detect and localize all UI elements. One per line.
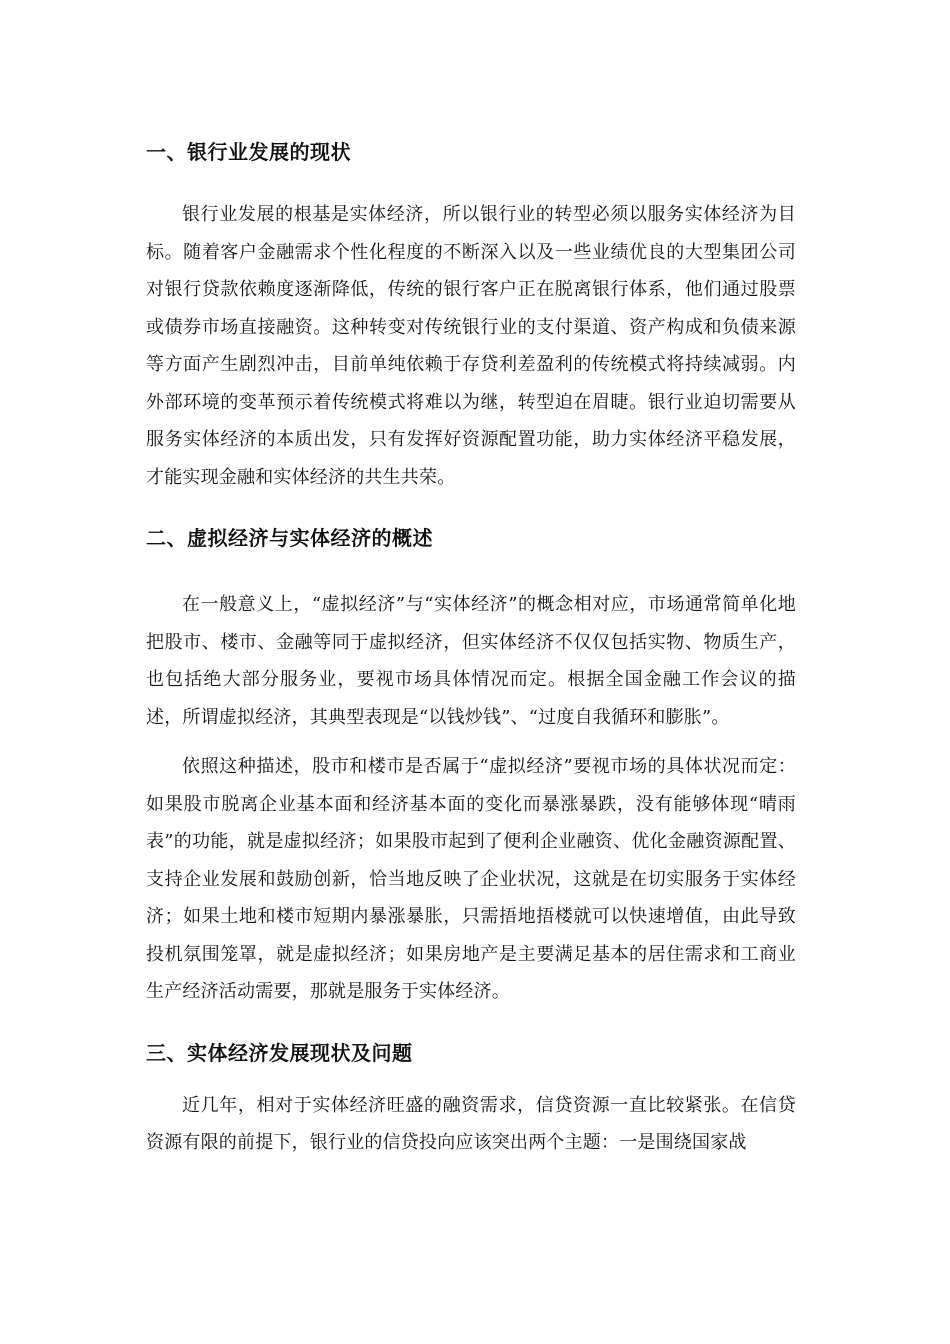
section-heading: 二、虚拟经济与实体经济的概述 (146, 526, 433, 550)
body-paragraph: 依照这种描述，股市和楼市是否属于“虚拟经济”要视市场的具体状况而定：如果股市脱离企业基本面和经济基本面的变化而暴涨暴跌，没有能够体现“晴雨表”的功能，就是虚拟经济；如果股市起到了便利企业融资、优化金融资源配置、支持企业发展和鼓励创新，恰当地反映了企业状况，这就是在切实服务于实体经济；如果土地和楼市短期内暴涨暴胀，只需捂地捂楼就可以快速增值，由此导致投机氛围笼罩，就是虚拟经济；如果房地产是主要满足基本的居住需求和工商业生产经济活动需要，那就是服务于实体经济。 (146, 756, 796, 1002)
document-page (146, 134, 796, 1162)
body-paragraph: 近几年，相对于实体经济旺盛的融资需求，信贷资源一直比较紧张。在信贷资源有限的前提下，银行业的信贷投向应该突出两个主题：一是围绕国家战 (146, 1094, 796, 1153)
body-paragraph: 在一般意义上，“虚拟经济”与“实体经济”的概念相对应，市场通常简单化地把股市、楼市、金融等同于虚拟经济，但实体经济不仅仅包括实物、物质生产，也包括绝大部分服务业，要视市场具体情况而定。根据全国金融工作会议的描述，所谓虚拟经济，其典型表现是“以钱炒钱”、“过度自我循环和膨胀”。 (146, 594, 796, 728)
section-heading: 三、实体经济发展现状及问题 (146, 1040, 413, 1065)
section-heading: 一、银行业发展的现状 (146, 140, 351, 164)
body-paragraph: 银行业发展的根基是实体经济，所以银行业的转型必须以服务实体经济为目标。随着客户金融需求个性化程度的不断深入以及一些业绩优良的大型集团公司对银行贷款依赖度逐渐降低，传统的银行客户正在脱离银行体系，他们通过股票或债券市场直接融资。这种转变对传统银行业的支付渠道、资产构成和负债来源等方面产生剧烈冲击，目前单纯依赖于存贷利差盈利的传统模式将持续减弱。内外部环境的变革预示着传统模式将难以为继，转型迫在眉睫。银行业迫切需要从服务实体经济的本质出发，只有发挥好资源配置功能，助力实体经济平稳发展，才能实现金融和实体经济的共生共荣。 (146, 204, 796, 488)
